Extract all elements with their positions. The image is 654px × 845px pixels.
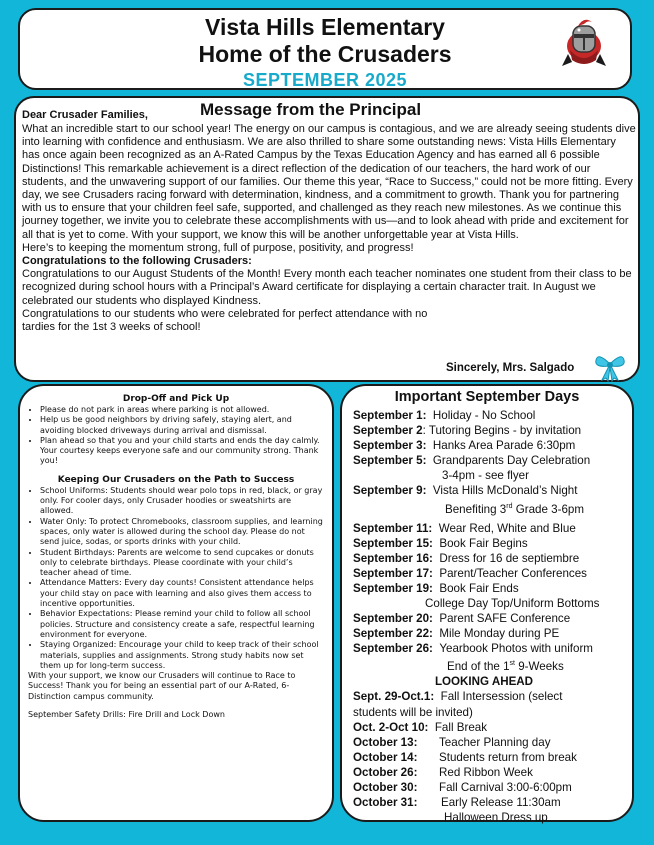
list-item: • Behavior Expectations: Please remind your child to follow all school policies. Structure and consistency create a safe, respectful learning environment for everyone.: [40, 609, 324, 640]
school-name: Vista Hills Elementary: [205, 14, 445, 40]
event-text: Red Ribbon Week: [439, 765, 533, 779]
dropoff-heading: Drop-Off and Pick Up: [122, 394, 230, 404]
event-text: Fall Carnival 3:00-6:00pm: [439, 780, 572, 794]
path-to-success-list: [28, 486, 324, 671]
safety-drills: September Safety Drills: Fire Drill and Lock Down: [28, 710, 225, 720]
event-row: [353, 765, 633, 780]
event-date: October 30:: [353, 780, 418, 794]
message-paragraph: Here’s to keeping the momentum strong, full of purpose, positivity, and progress!: [22, 241, 414, 254]
principal-message-body: [22, 123, 636, 334]
event-date: September 11:: [353, 521, 433, 535]
event-text: : Tutoring Begins - by invitation: [422, 424, 582, 438]
event-text: Book Fair Ends: [439, 581, 519, 595]
event-date: October 14:: [353, 750, 418, 764]
event-date: October 13:: [353, 735, 418, 749]
event-row: [353, 521, 633, 536]
event-text: Fall Intersession (select: [440, 690, 563, 704]
event-text: Book Fair Begins: [439, 536, 528, 550]
event-date: September 17:: [353, 566, 433, 580]
event-date: September 5:: [353, 454, 427, 468]
event-text: Mile Monday during PE: [439, 627, 560, 641]
event-row: [353, 483, 633, 498]
event-date: October 26:: [353, 765, 418, 779]
event-date: September 26:: [353, 642, 433, 656]
ribbon-bow-icon: [594, 352, 626, 382]
event-date: September 3:: [353, 439, 427, 453]
principal-signoff: Sincerely, Mrs. Salgado: [446, 362, 575, 374]
event-text: Grandparents Day Celebration: [432, 454, 591, 468]
message-paragraph: Congratulations to our students who were celebrated for perfect attendance with no tardies for the 1st 3 weeks of school!: [22, 307, 428, 334]
event-continuation: College Day Top/Uniform Bottoms: [425, 596, 600, 610]
event-date: September 15:: [353, 536, 433, 550]
event-row: [353, 795, 633, 810]
event-text: Parent/Teacher Conferences: [439, 566, 587, 580]
event-text: Students return from break: [439, 750, 577, 764]
important-days-title: Important September Days: [394, 389, 580, 405]
events-list: [353, 408, 633, 825]
event-row: [353, 423, 633, 438]
event-date: Sept. 29-Oct.1:: [353, 690, 435, 704]
event-continuation: [353, 499, 633, 517]
list-item: • Staying Organized: Encourage your child to keep track of their school materials, supplies and assignments. Strong study habits now set them up for long-term success.: [40, 640, 324, 671]
crusader-knight-logo: [558, 16, 610, 68]
event-text: Dress for 16 de septiembre: [439, 551, 580, 565]
school-subtitle: Home of the Crusaders: [198, 41, 452, 67]
event-row: [353, 581, 633, 596]
event-continuation-text: Grade 3-6pm: [512, 502, 585, 516]
dropoff-list: [28, 405, 324, 467]
event-date: September 22:: [353, 627, 433, 641]
list-item: • Plan ahead so that you and your child starts and ends the day calmly. Your courtesy keeps everyone safe and our community strong. Thank you!: [40, 436, 324, 467]
event-date: September 1:: [353, 409, 427, 422]
looking-ahead-heading: LOOKING AHEAD: [434, 675, 534, 689]
list-item: • Please do not park in areas where parking is not allowed.: [40, 405, 324, 415]
event-row: [353, 551, 633, 566]
list-item: • Attendance Matters: Every day counts! Consistent attendance helps your child stay on pace with learning and also gives them access to incentive opportunities.: [40, 578, 324, 609]
event-continuation: [353, 656, 633, 674]
event-continuation-text: Benefiting 3: [445, 502, 507, 516]
event-text: Holiday - No School: [432, 409, 536, 422]
event-row: [353, 453, 633, 468]
event-text: Vista Hills McDonald’s Night: [432, 484, 578, 498]
message-paragraph: Congratulations to our August Students of the Month! Every month each teacher nominates one student from their class to be recognized during school hours with a Principal’s Award certificate for displaying a certain character trait. In August we celebrated our students who displayed Kindness.: [22, 268, 632, 307]
event-text: Wear Red, White and Blue: [438, 521, 576, 535]
event-row: [353, 566, 633, 581]
event-continuation: 3-4pm - see flyer: [442, 469, 529, 483]
event-text: Yearbook Photos with uniform: [439, 642, 593, 656]
event-continuation-text: End of the 1: [447, 660, 510, 674]
newsletter-month: SEPTEMBER 2025: [242, 70, 408, 90]
event-continuation: Halloween Dress up: [444, 811, 548, 825]
event-row: [353, 438, 633, 453]
event-row: [353, 689, 633, 704]
event-row: [353, 720, 633, 735]
event-row: [353, 626, 633, 641]
event-text: Early Release 11:30am: [441, 796, 561, 810]
list-item: • School Uniforms: Students should wear polo tops in red, black, or gray only. For cooler days, only Crusader hoodies or sweatshirts are allowed.: [40, 486, 324, 517]
event-date: September 2: [353, 424, 423, 438]
event-text: Teacher Planning day: [439, 735, 551, 749]
policies-panel: [18, 384, 334, 822]
event-row: [353, 780, 633, 795]
event-row: [353, 536, 633, 551]
event-row: [353, 611, 633, 626]
event-continuation-text: 9-Weeks: [514, 660, 564, 674]
event-text: Hanks Area Parade 6:30pm: [432, 439, 576, 453]
event-date: September 16:: [353, 551, 433, 565]
principal-message-title: Message from the Principal: [200, 100, 422, 119]
principal-message-panel: [14, 96, 640, 382]
closing-note: With your support, we know our Crusaders will continue to Race to Success! Thank you for being an essential part of our A-Rated, 6-Distinction campus community.: [28, 671, 296, 701]
event-date: October 31:: [353, 796, 418, 810]
path-to-success-heading: Keeping Our Crusaders on the Path to Success: [57, 474, 295, 485]
event-text: Parent SAFE Conference: [439, 612, 571, 626]
message-paragraph: What an incredible start to our school year! The energy on our campus is contagious, and we are already seeing students dive into learning with confidence and enthusiasm. We are also thrilled to share some outstanding news: Vista Hills Elementary has once again been recognized as an A-Rated Campus by the Texas Education Agency and has earned all 6 possible Distinctions! This remarkable achievement is a direct reflection of the dedication of our teachers, the hard work of our students, and the unwavering support of our families. Our theme this year, “Race to Success,” could not be more fitting. Every day, we see Crusaders racing forward with determination, kindness, and a commitment to growth. Thank you for partnering with us to ensure that your children feel safe, supported, and challenged as they reach new milestones. As we continue this journey together, we invite you to celebrate these accomplishments with us—and to look ahead with pride and excitement for all that is yet to come. With your support, we know this will be another unforgettable year at Vista Hills.: [22, 123, 636, 241]
event-row: [353, 408, 633, 423]
event-date: September 19:: [353, 581, 433, 595]
event-date: September 20:: [353, 612, 433, 626]
newsletter-header: [18, 8, 632, 90]
event-row: [353, 750, 633, 765]
event-row: [353, 735, 633, 750]
list-item: • Water Only: To protect Chromebooks, classroom supplies, and learning spaces, only water is allowed during the school day. Please do not send juice, sodas, or sports drinks with your child.: [40, 517, 324, 548]
event-continuation: students will be invited): [353, 705, 473, 719]
salutation: Dear Crusader Families,: [22, 109, 148, 121]
ordinal-suffix: rd: [506, 502, 513, 510]
event-date: September 9:: [353, 484, 427, 498]
important-days-panel: [340, 384, 634, 825]
list-item: • Student Birthdays: Parents are welcome to send cupcakes or donuts only to celebrate birthdays. Please coordinate with your child’s teacher ahead of time.: [40, 548, 324, 579]
list-item: • Help us be good neighbors by driving safely, staying alert, and avoiding blocked driveways during arrival and dismissal.: [40, 415, 324, 436]
event-text: Fall Break: [434, 720, 488, 734]
congratulations-heading: Congratulations to the following Crusaders:: [22, 255, 252, 268]
event-date: Oct. 2-Oct 10:: [353, 720, 429, 734]
ordinal-suffix: st: [509, 660, 515, 668]
event-row: [353, 641, 633, 656]
